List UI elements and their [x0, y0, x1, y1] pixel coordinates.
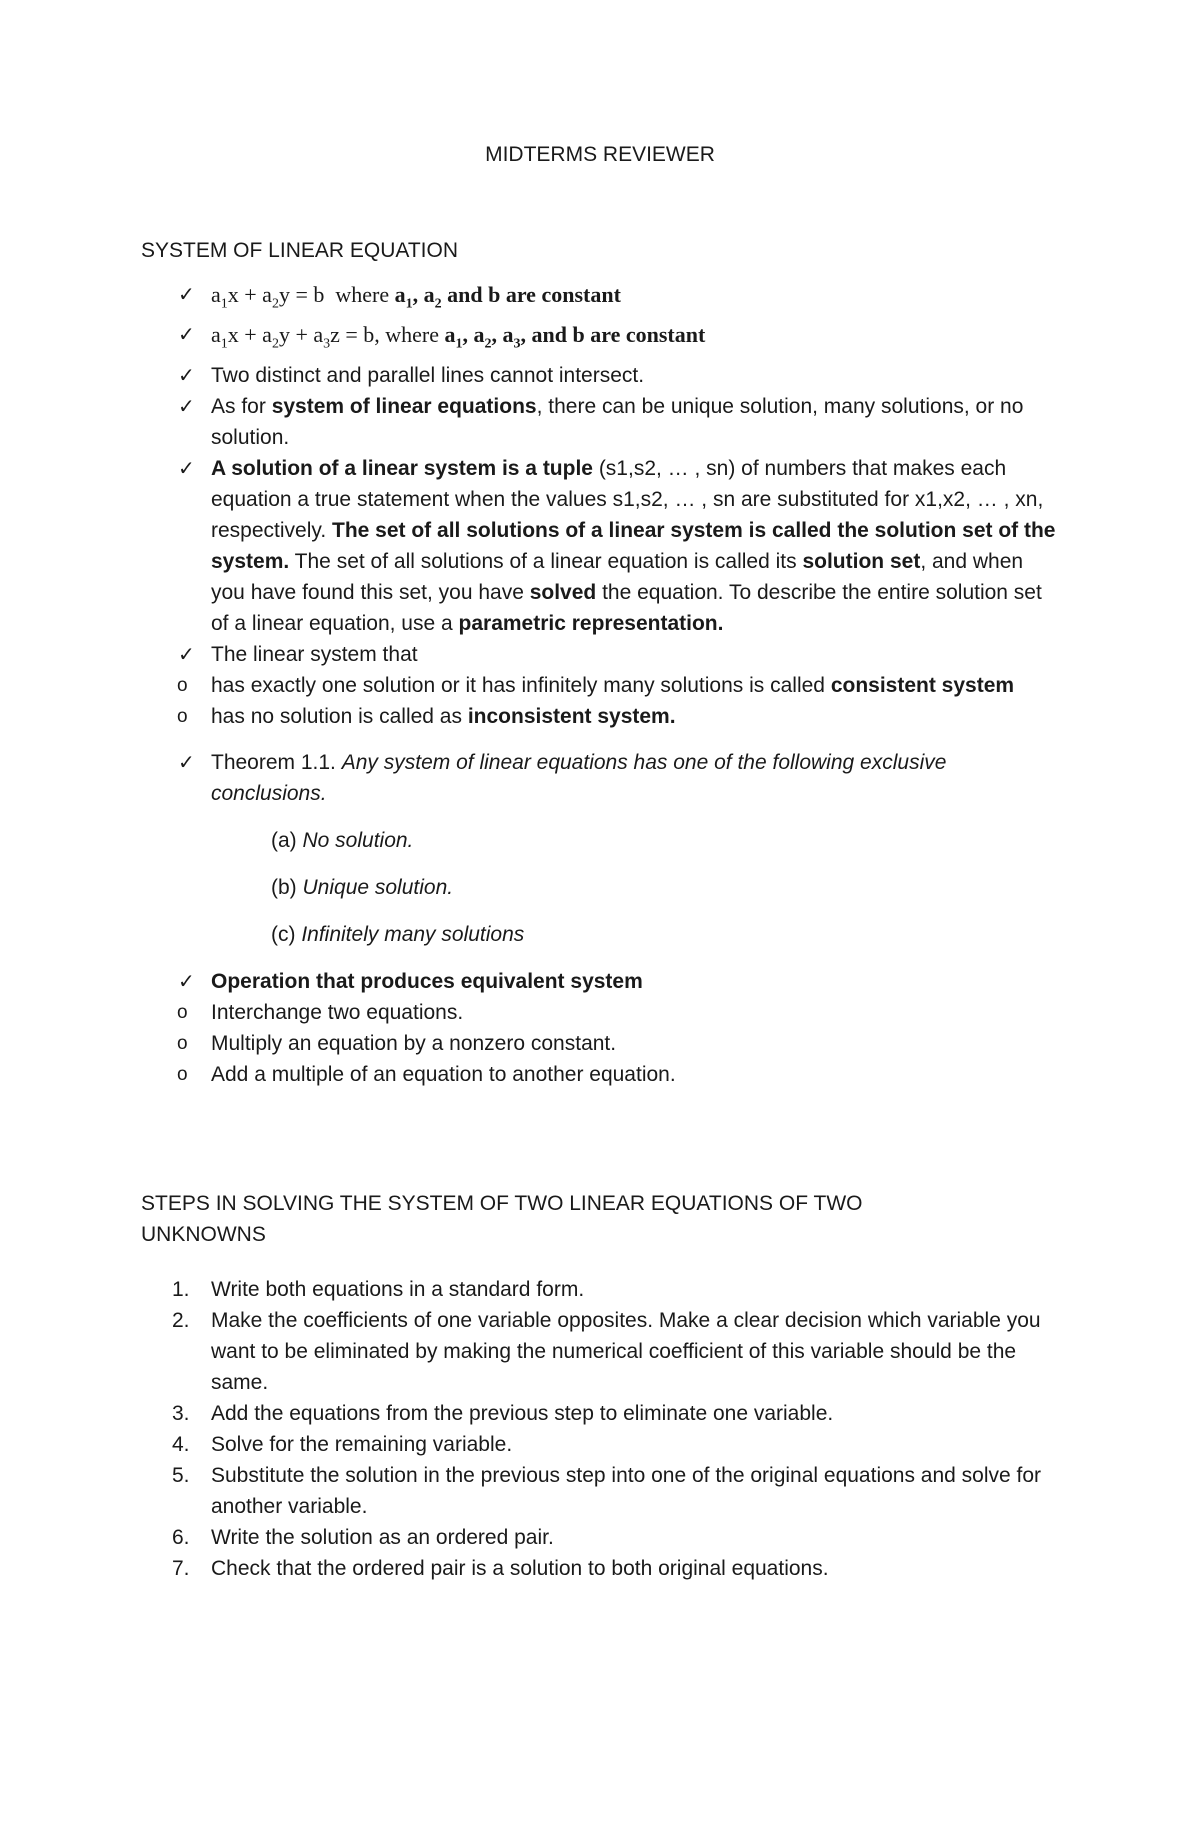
checkmark-icon: ✓ — [178, 282, 195, 306]
list-item-op1: o Interchange two equations. — [140, 997, 1061, 1028]
step-item: 2. Make the coefficients of one variable opposites. Make a clear decision which variable you want to be eliminated by making the numerical coefficient of this variable should be the same. — [172, 1309, 1041, 1394]
step-item: 5. Substitute the solution in the previous step into one of the original equations and solve for another variable. — [172, 1464, 1042, 1518]
list-item-inconsistent: o has no solution is called as inconsistent system. — [140, 701, 1061, 732]
step-item: 6. Write the solution as an ordered pair. — [172, 1526, 554, 1549]
bullet-equation-three-vars — [178, 319, 1061, 359]
section-heading-linear-equation: SYSTEM OF LINEAR EQUATION — [141, 239, 458, 262]
case-infinitely-many: (c) Infinitely many solutions — [271, 922, 525, 946]
checkmark-icon: ✓ — [178, 749, 195, 774]
list-item-op2: o Multiply an equation by a nonzero constant. — [140, 1028, 1061, 1059]
checkmark-icon: ✓ — [178, 322, 195, 347]
bullet-parallel-lines: ✓ Two distinct and parallel lines cannot intersect. — [211, 360, 1061, 391]
theorem-cases — [200, 825, 1061, 950]
page-title: MIDTERMS REVIEWER — [485, 143, 715, 166]
bullet-equivalent-operations: ✓ Operation that produces equivalent system o Interchange two equations. o Multiply an equation by a nonzero constant. o Add a multiple of an equation to another equation. — [211, 966, 1061, 1090]
equation-two-vars: $a_1x + a_2y = b$ where $a_1$, $a_2$ and b are constant — [211, 282, 621, 312]
operations-list — [140, 997, 1061, 1090]
section-heading-steps: STEPS IN SOLVING THE SYSTEM OF TWO LINEAR EQUATIONS OF TWO UNKNOWNS — [141, 1192, 863, 1246]
bullet-equation-two-vars — [178, 279, 1061, 319]
step-item: 3. Add the equations from the previous step to eliminate one variable. — [172, 1402, 834, 1425]
linear-equation-bullets — [177, 279, 1061, 1090]
bullet-solution-definition: ✓ A solution of a linear system is a tuple (s1,s2, … , sn) of numbers that makes each equation a true statement when the values s1,s2, … , sn are substituted for x1,x2, … , xn, respectively. The set of all solutions of a linear system is called the solution set of the system. The set of all solutions of a linear equation is called its solution set, and when you have found this set, you have solved the equation. To describe the entire solution set of a linear equation, use a parametric representation. — [211, 453, 1061, 639]
list-item-op3: o Add a multiple of an equation to another equation. — [140, 1059, 1061, 1090]
circle-bullet-icon: o — [177, 705, 188, 727]
circle-bullet-icon: o — [177, 1063, 188, 1085]
checkmark-icon: ✓ — [178, 641, 195, 666]
checkmark-icon: ✓ — [178, 968, 195, 993]
step-item: 1. Write both equations in a standard form. — [172, 1278, 585, 1301]
list-item-consistent: o has exactly one solution or it has infinitely many solutions is called consistent system — [140, 670, 1061, 701]
system-types-list — [140, 670, 1061, 732]
case-no-solution: (a) No solution. — [271, 828, 414, 852]
circle-bullet-icon: o — [177, 1001, 188, 1023]
checkmark-icon: ✓ — [178, 362, 195, 387]
case-unique-solution: (b) Unique solution. — [271, 875, 454, 899]
step-item: 4. Solve for the remaining variable. — [172, 1433, 513, 1456]
bullet-linear-system-types: ✓ The linear system that o has exactly one solution or it has infinitely many solutions is called consistent system o has no solution is called as inconsistent system. — [211, 639, 1061, 732]
bullet-theorem: ✓ Theorem 1.1. Any system of linear equations has one of the following exclusive conclusions. (a) No solution. (b) Unique solution. (c) Infinitely many solutions — [211, 747, 1061, 950]
circle-bullet-icon: o — [177, 1032, 188, 1054]
bullet-system-solutions: ✓ As for system of linear equations, there can be unique solution, many solutions, or no solution. — [211, 391, 1061, 453]
checkmark-icon: ✓ — [178, 455, 195, 480]
equation-three-vars: $a_1x + a_2y + a_3z = b$, where $a_1$, $a_2$, $a_3$, and b are constant — [211, 322, 706, 352]
step-item: 7. Check that the ordered pair is a solution to both original equations. — [172, 1557, 829, 1580]
circle-bullet-icon: o — [177, 674, 188, 696]
steps-list — [172, 1274, 1061, 1584]
checkmark-icon: ✓ — [178, 393, 195, 418]
